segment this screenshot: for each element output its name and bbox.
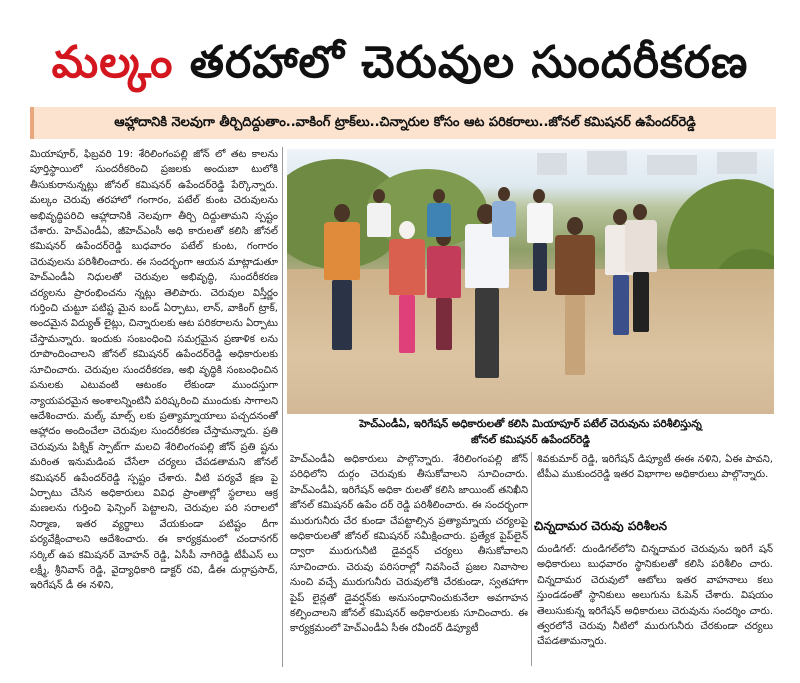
article-column-3b	[537, 542, 773, 668]
column-divider	[531, 452, 532, 666]
photo-caption-line-1: హెచ్‌ఎండీఏ, ఇరిగేషన్ అధికారులతో కలిసి మియాపూర్ పటేల్ చెరువును పరిశీలిస్తున్న	[359, 418, 702, 430]
photo-caption-line-2: జోనల్ కమిషనర్ ఉపేందర్‌రెడ్డి	[470, 434, 591, 446]
headline-highlight: మల్కం	[51, 37, 174, 88]
article-column-1	[30, 147, 278, 669]
article-paragraph: శివకుమార్ రెడ్డి, ఇరిగేషన్ డిప్యూటీ ఈఈ నళిని, ఏఈ పావని, టీపీఎ ముకుందరెడ్డి ఇతర విభాగాల అధికారులు పాల్గొన్నారు.	[537, 454, 773, 481]
article-paragraph: హెచ్‌ఎండీఏ అధికారులు పాల్గొన్నారు. శేరిలింగంపల్లి జోన్ పరిధిలోని దుర్గం చెరువుకు తీసుకోవాలని సూచించారు. హెచ్‌ఎండీఏ, ఇరిగేషన్ అధికా రులతో కలిసి జాయింట్ తనిఖీని జోనల్ కమిషనర్ ఉపేం దర్ రెడ్డి పరిశీలించారు. ఈ సందర్భంగా మురుగునీరు చేర కుండా చేపట్టాల్సిన ప్రత్యామ్నాయ చర్యలపై అధికారులతో జోనల్ కమిషనర్ సమీక్షించారు. ప్రత్యేక పైప్‌లైన్ ద్వారా మురుగునీటి డైవర్షన్ చర్యలు తీసుకోవాలని సూచించారు. చెరువు పరిసరాల్లో నివసించే ప్రజల నివాసాల నుంచి వచ్చే మురుగునీరు చెరువులోకి చేరకుండా, స్వతహాగా పైప్ లైన్లతో డైవర్షన్‌కు అనుసంధానించుకునేలా అవగాహన కల్పించాలని జోనల్ కమిషనర్ అధికారులకు సూచించారు. ఈ కార్యక్రమంలో హెచ్‌ఎండీఏ సీఈ రవీందర్ డిప్యూటీ	[290, 454, 528, 635]
photo-caption	[287, 416, 774, 448]
headline	[40, 28, 760, 98]
article-paragraph: దుండిగల్: దుండిగల్‌లోని చిన్నదామర చెరువును ఇరిగే షన్ అధికారులు బుధవారం స్థానికులతో కలిసి పరిశీలిం చారు. చిన్నదామర చెరువులో ఆటోలు ఇతర వాహనాలు కలు స్తుండడంతో స్థానికులు అలుగును ఓపెన్ చేశారు. విషయం తెలుసుకున్న ఇరిగేషన్ అధికారులు చెరువును సందర్శిం చారు. త్వరలోనే చెరువు నీటిలో మురుగునీరు చేరకుండా చర్యలు చేపడతామన్నారు.	[537, 544, 773, 648]
section-subheading: చిన్నదామర చెరువు పరిశీలన	[534, 519, 668, 533]
article-column-3a	[537, 452, 773, 512]
headline-rest: తరహాలో చెరువుల సుందరీకరణ	[189, 37, 749, 88]
article-paragraph: మియాపూర్, ఫిబ్రవరి 19: శేరిలింగంపల్లి జోన్ లో తట కాలను పూర్తిస్థాయిలో సుందరీకరించి ప్రజలకు అందుబా టులోకి తీసుకురానున్నట్లు జోనల్ కమిషనర్ ఉపేందర్‌రెడ్డి పేర్కొన్నారు. మల్కం చెరువు తరహాలో గంగారం, పటేల్ కుంట చెరువులను అభివృద్ధిపరిచి ఆహ్లాదానికి నెలవుగా తీర్చి దిద్దుతామని స్పష్టం చేశారు. హెచ్‌ఎండీఏ, జీహెచ్‌ఎంసీ అధి కారులతో కలిసి జోనల్ కమిషనర్ ఉపేందర్‌రెడ్డి బుధవారం పటేల్ కుంట, గంగారం చెరువులను పరిశీలించారు. ఈ సందర్భంగా ఆయన మాట్లాడుతూ హెచ్‌ఎండీఏ నిధులతో చెరువుల అభివృద్ధి, సుందరీకరణ చర్యలను ప్రారంభించను న్నట్లు తెలిపారు. చెరువుల విస్తీర్ణం గుర్తించి చుట్టూ పటిష్ట మైన బండ్ ఏర్పాటు, లాన్, వాకింగ్ ట్రాక్, అందమైన విద్యుత్ లైట్లు, చిన్నారులకు ఆట పరికరాలను ఏర్పాటు చేస్తామన్నారు. ఇందుకు సంబంధించి సమగ్రమైన ప్రణాళిక లను రూపొందించాలని జోనల్ కమిషనర్ ఉపేందర్‌రెడ్డి అధికారులకు సూచించారు. చెరువుల సుందరీకరణ, అభి వృద్ధికి సంబంధించిన పనులకు ఎటువంటి ఆటంకం లేకుండా ముందస్తుగా న్యాయపరమైన అంశాలన్నింటినీ పరిష్కరించి ముందుకు సాగాలని ఆదేశించారు. మల్క్ మాల్స్ లకు ప్రత్యామ్నాయాలు పచ్చదనంతో ఆహ్లాదం అందించేలా చెరువుల సుందరీకరణ చేస్తామన్నారు. ప్రతి చెరువును పిక్నిక్ స్పాట్‌గా మలచి శేరిలింగంపల్లి జోన్ ప్రతి ష్టను మరింత ఇనుమడింప చేసేలా చర్యలు చేపడతామని జోనల్ కమిషనర్ ఉపేందర్‌రెడ్డి స్పష్టం చేశారు. వీటి పర్యవే క్షణ పై ఏర్పాటు చేసిన అధికారులు వివిధ ప్రాంతాల్లో స్థలాలు ఆక్ర మణలను గుర్తించి ఫెన్సింగ్ పెట్టాలని, చెరువుల పరి సరాలలో నిర్మాణ, ఇతర వ్యర్థాలు వేయకుండా పటిష్టం దీగా పర్యవేక్షించాలని ఆదేశించారు. ఈ కార్యక్రమంలో చందానగర్ సర్కిల్ ఉప కమిషనర్ మోహన్ రెడ్డి, ఏసీపీ నాగిరెడ్డి టీపీఎస్ లు లక్ష్మీ, శ్రీనివాస్ రెడ్డి, వైద్యాధికారి డాక్టర్ రవి, డీఈ దుర్గాప్రసాద్, ఇరిగేషన్ డీ ఈ నళిని,	[30, 149, 278, 592]
news-photo	[287, 149, 774, 414]
article-column-2	[290, 452, 528, 666]
column-divider	[282, 147, 283, 667]
subheadline: ఆహ్లాదానికి నెలవుగా తీర్చిదిద్దుతాం..వాకింగ్ ట్రాక్‌లు..చిన్నారుల కోసం ఆట పరికరాలు..జోనల్ కమిషనర్ ఉపేందర్‌రెడ్డి	[30, 107, 776, 139]
